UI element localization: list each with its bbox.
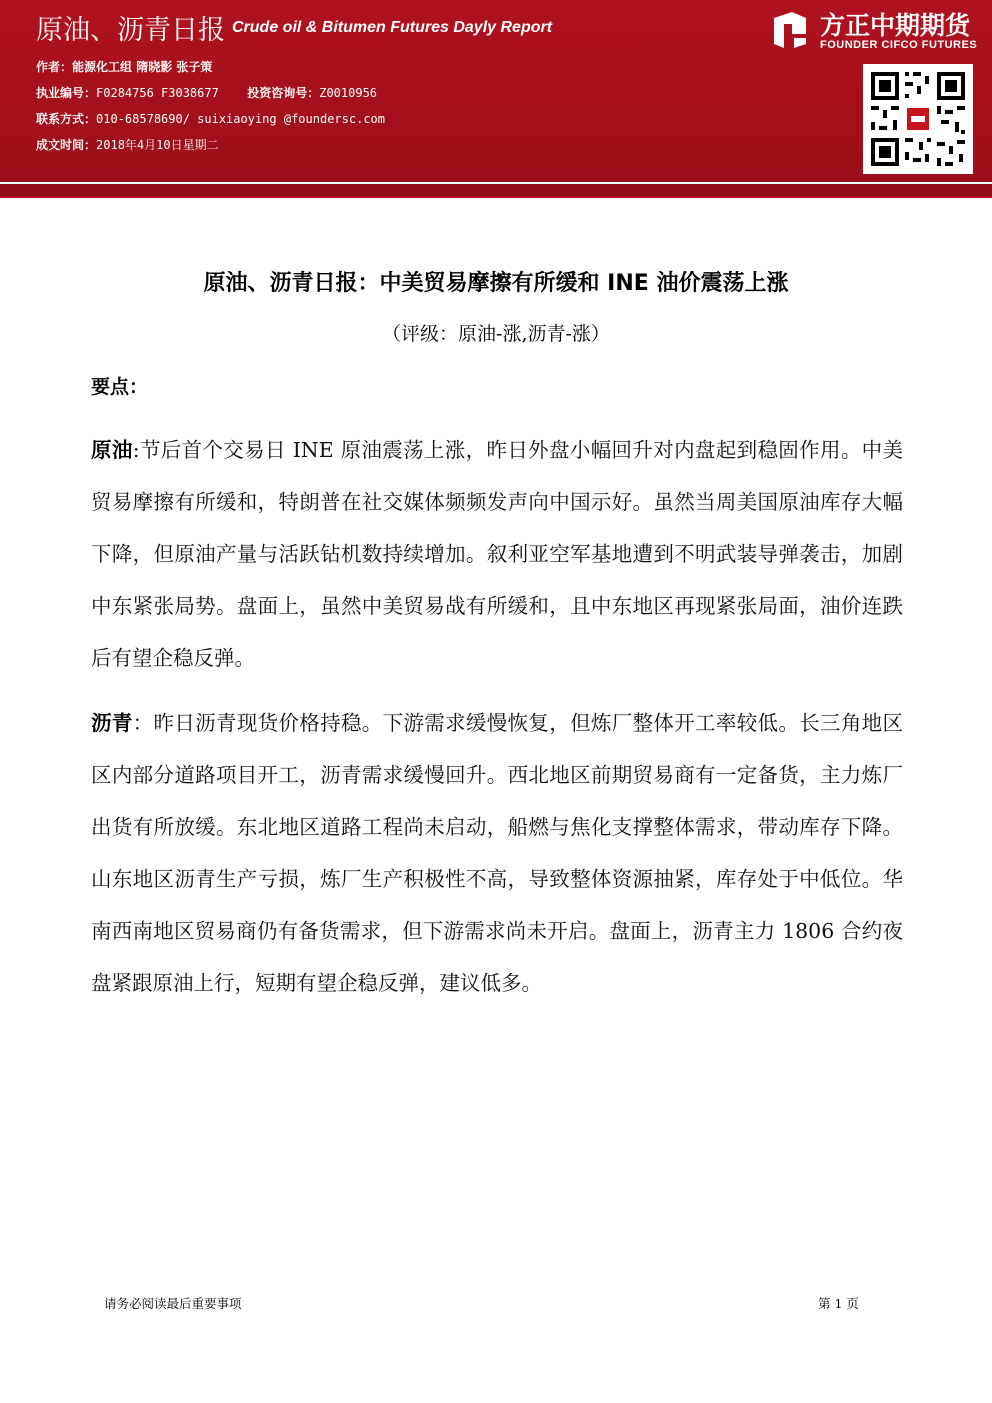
license-line [36, 84, 377, 101]
bitumen-text: ：昨日沥青现货价格持稳。下游需求缓慢恢复，但炼厂整体开工率较低。长三角地区区内部分道路项目开工，沥青需求缓慢回升。西北地区前期贸易商有一定备货，主力炼厂出货有所放缓。东北地区道路工程尚未启动，船燃与焦化支撑整体需求，带动库存下降。山东地区沥青生产亏损，炼厂生产积极性不高，导致整体资源抽紧，库存处于中低位。华南西南地区贸易商仍有备货需求，但下游需求尚未开启。盘面上，沥青主力 1806 合约夜盘紧跟原油上行，短期有望企稳反弹，建议低多。 [91, 711, 904, 995]
logo-text-en: FOUNDER CIFCO FUTURES [820, 39, 978, 51]
author-label: 作者： [36, 60, 73, 74]
company-logo [770, 6, 985, 54]
qr-code-icon [863, 64, 973, 174]
contact-label: 联系方式： [36, 112, 97, 126]
crude-oil-label: 原油 [91, 438, 133, 462]
logo-text-cn: 方正中期期货 [820, 11, 971, 40]
header-divider [0, 184, 992, 196]
author-value: 能源化工组 隋晓影 张子策 [72, 60, 213, 74]
header-divider-thin [0, 196, 992, 198]
crude-oil-text: :节后首个交易日 INE 原油震荡上涨，昨日外盘小幅回升对内盘起到稳固作用。中美贸易摩擦有所缓和，特朗普在社交媒体频频发声向中国示好。虽然当周美国原油库存大幅下降，但原油产量与活跃钻机数持续增加。叙利亚空军基地遭到不明武装导弹袭击，加剧中东紧张局势。盘面上，虽然中美贸易战有所缓和，且中东地区再现紧张局面，油价连跌后有望企稳反弹。 [91, 438, 903, 670]
key-points-heading: 要点： [91, 376, 149, 398]
advisory-label: 投资咨询号： [247, 86, 320, 100]
page-number: 第 1 页 [818, 1296, 859, 1311]
date-label: 成文时间： [36, 138, 97, 152]
report-title: 原油、沥青日报：中美贸易摩擦有所缓和 INE 油价震荡上涨 [203, 271, 789, 296]
author-line [36, 58, 212, 75]
bitumen-paragraph [91, 697, 903, 1009]
report-series-title: 原油、沥青日报 [36, 15, 225, 46]
date-line [36, 136, 219, 153]
qr-code [863, 64, 973, 174]
advisory-value: Z0010956 [319, 86, 378, 100]
report-rating: （评级：原油-涨,沥青-涨） [382, 323, 610, 345]
report-series-title-en: Crude oil & Bitumen Futures Dayly Report [232, 19, 553, 36]
bitumen-label: 沥青 [91, 711, 133, 735]
contact-line [36, 110, 385, 127]
founder-logo-icon [770, 10, 810, 50]
date-value: 2018年4月10日星期二 [96, 138, 219, 152]
license-label: 执业编号： [36, 86, 97, 100]
license-value: F0284756 F3038677 [96, 86, 219, 100]
crude-oil-paragraph [91, 424, 903, 684]
contact-value: 010-68578690/ suixiaoying @foundersc.com [96, 112, 385, 126]
footer-disclaimer: 请务必阅读最后重要事项 [104, 1296, 242, 1311]
